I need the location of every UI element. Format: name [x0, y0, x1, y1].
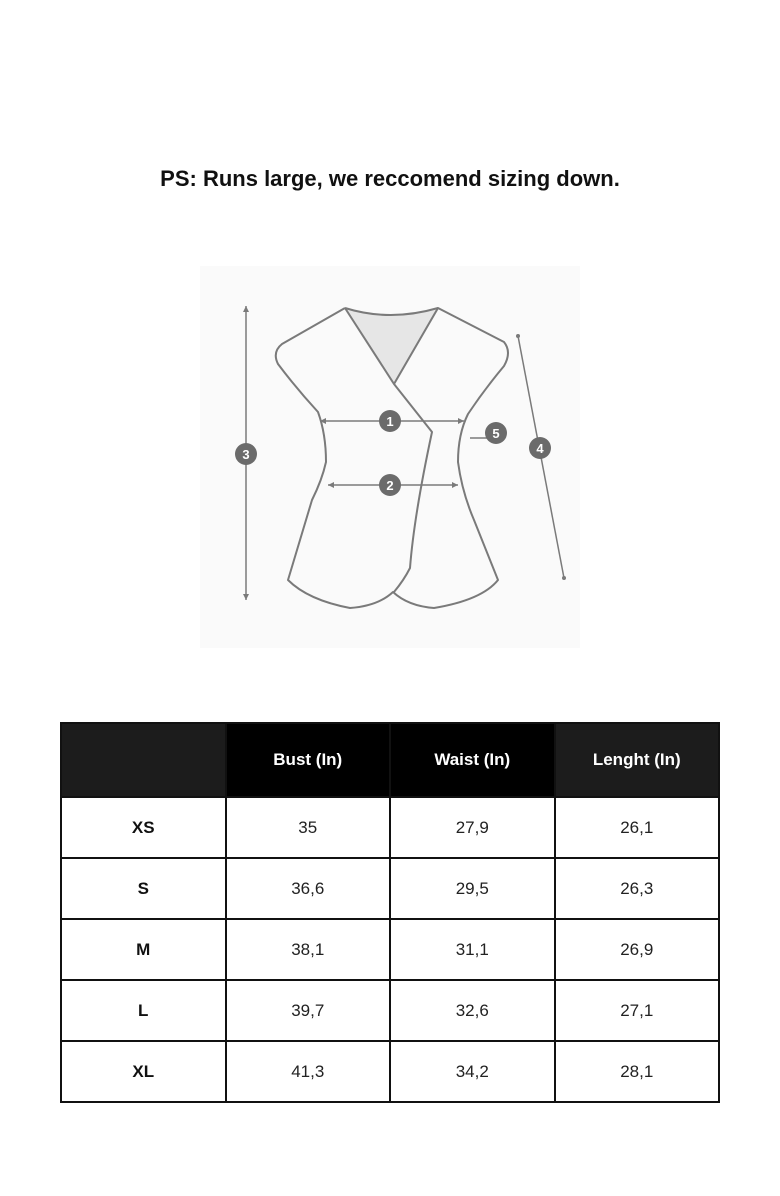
header-cell-bust: Bust (In) [226, 723, 391, 797]
marker-2 [379, 474, 401, 496]
neckline-fill [345, 308, 438, 384]
bust-cell: 39,7 [226, 980, 391, 1041]
size-cell: M [61, 919, 226, 980]
marker-3 [235, 443, 257, 465]
marker-4 [529, 437, 551, 459]
table-row [61, 797, 719, 858]
bust-cell: 38,1 [226, 919, 391, 980]
length-cell: 28,1 [555, 1041, 720, 1102]
marker-1 [379, 410, 401, 432]
table-row [61, 1041, 719, 1102]
bust-cell: 41,3 [226, 1041, 391, 1102]
length-cell: 26,9 [555, 919, 720, 980]
size-cell: L [61, 980, 226, 1041]
svg-text:2: 2 [386, 478, 394, 493]
waist-cell: 27,9 [390, 797, 555, 858]
size-cell: S [61, 858, 226, 919]
table-row [61, 858, 719, 919]
length-cell: 26,3 [555, 858, 720, 919]
size-cell: XL [61, 1041, 226, 1102]
bust-cell: 36,6 [226, 858, 391, 919]
table-header-row [61, 723, 719, 797]
svg-text:3: 3 [242, 447, 250, 462]
length-cell: 27,1 [555, 980, 720, 1041]
table-row [61, 919, 719, 980]
waist-cell: 32,6 [390, 980, 555, 1041]
length-cell: 26,1 [555, 797, 720, 858]
sizing-note: PS: Runs large, we reccomend sizing down. [160, 166, 620, 191]
bust-cell: 35 [226, 797, 391, 858]
header-cell-corner [61, 723, 226, 797]
svg-text:5: 5 [492, 426, 500, 441]
size-chart-table [60, 722, 720, 1103]
garment-diagram [200, 266, 580, 648]
header-cell-length: Lenght (In) [555, 723, 720, 797]
table-row [61, 980, 719, 1041]
header-cell-waist: Waist (In) [390, 723, 555, 797]
waist-cell: 29,5 [390, 858, 555, 919]
waist-cell: 34,2 [390, 1041, 555, 1102]
size-cell: XS [61, 797, 226, 858]
waist-cell: 31,1 [390, 919, 555, 980]
svg-text:1: 1 [386, 414, 394, 429]
svg-text:4: 4 [536, 441, 544, 456]
marker-5 [485, 422, 507, 444]
